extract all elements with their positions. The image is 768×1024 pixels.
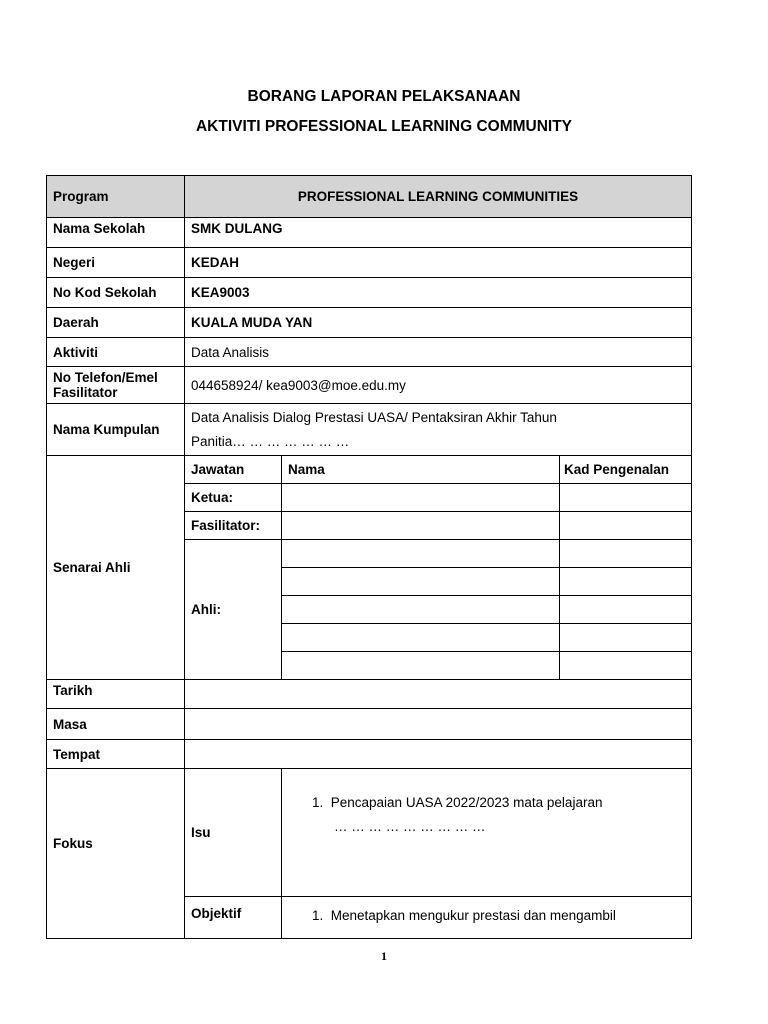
telefon-value: 044658924/ kea9003@moe.edu.my: [185, 367, 692, 404]
program-label: Program: [47, 176, 185, 218]
fokus-label: Fokus: [47, 769, 185, 939]
fasilitator-label: Fasilitator:: [185, 512, 282, 540]
ahli-nama-field[interactable]: [282, 540, 560, 568]
col-kad-pengenalan: Kad Pengenalan: [560, 456, 692, 484]
negeri-label: Negeri: [47, 248, 185, 278]
ahli-kad-field[interactable]: [560, 624, 692, 652]
objektif-label: Objektif: [185, 897, 282, 939]
page-number: 1: [381, 949, 387, 963]
telefon-label: No Telefon/Emel Fasilitator: [47, 367, 185, 404]
form-subtitle: AKTIVITI PROFESSIONAL LEARNING COMMUNITY: [195, 118, 573, 135]
kod-sekolah-value: KEA9003: [185, 278, 692, 308]
masa-label: Masa: [47, 709, 185, 740]
ahli-kad-field[interactable]: [560, 568, 692, 596]
ahli-nama-field[interactable]: [282, 596, 560, 624]
tarikh-label: Tarikh: [47, 680, 185, 709]
objektif-content: [282, 897, 692, 939]
aktiviti-value: Data Analisis: [185, 338, 692, 367]
report-form-table: [46, 175, 692, 939]
nama-kumpulan-value: Data Analisis Dialog Prestasi UASA/ Pentaksiran Akhir Tahun Panitia… … … … … … …: [185, 404, 692, 456]
isu-item: 1. Pencapaian UASA 2022/2023 mata pelajaran: [312, 795, 603, 810]
nama-sekolah-label: Nama Sekolah: [47, 218, 185, 248]
ketua-label: Ketua:: [185, 484, 282, 512]
col-nama: Nama: [282, 456, 560, 484]
fasilitator-nama-field[interactable]: [282, 512, 560, 540]
tempat-label: Tempat: [47, 740, 185, 769]
nama-sekolah-value: SMK DULANG: [185, 218, 692, 248]
ahli-kad-field[interactable]: [560, 652, 692, 680]
isu-label: Isu: [185, 769, 282, 897]
program-value: PROFESSIONAL LEARNING COMMUNITIES: [185, 176, 692, 218]
daerah-value: KUALA MUDA YAN: [185, 308, 692, 338]
ketua-kad-field[interactable]: [560, 484, 692, 512]
masa-field[interactable]: [185, 709, 692, 740]
daerah-label: Daerah: [47, 308, 185, 338]
tempat-field[interactable]: [185, 740, 692, 769]
ahli-label: Ahli:: [185, 540, 282, 680]
ketua-nama-field[interactable]: [282, 484, 560, 512]
form-title: BORANG LAPORAN PELAKSANAAN: [247, 88, 521, 105]
fasilitator-kad-field[interactable]: [560, 512, 692, 540]
ahli-nama-field[interactable]: [282, 568, 560, 596]
nama-kumpulan-label: Nama Kumpulan: [47, 404, 185, 456]
ahli-nama-field[interactable]: [282, 652, 560, 680]
aktiviti-label: Aktiviti: [47, 338, 185, 367]
ahli-kad-field[interactable]: [560, 596, 692, 624]
col-jawatan: Jawatan: [185, 456, 282, 484]
isu-item-continuation: … … … … … … … … …: [334, 819, 486, 834]
ahli-nama-field[interactable]: [282, 624, 560, 652]
negeri-value: KEDAH: [185, 248, 692, 278]
tarikh-field[interactable]: [185, 680, 692, 709]
isu-content: [282, 769, 692, 897]
kod-sekolah-label: No Kod Sekolah: [47, 278, 185, 308]
objektif-item: 1. Menetapkan mengukur prestasi dan mengambil: [312, 908, 616, 923]
senarai-ahli-label: Senarai Ahli: [47, 456, 185, 680]
ahli-kad-field[interactable]: [560, 540, 692, 568]
